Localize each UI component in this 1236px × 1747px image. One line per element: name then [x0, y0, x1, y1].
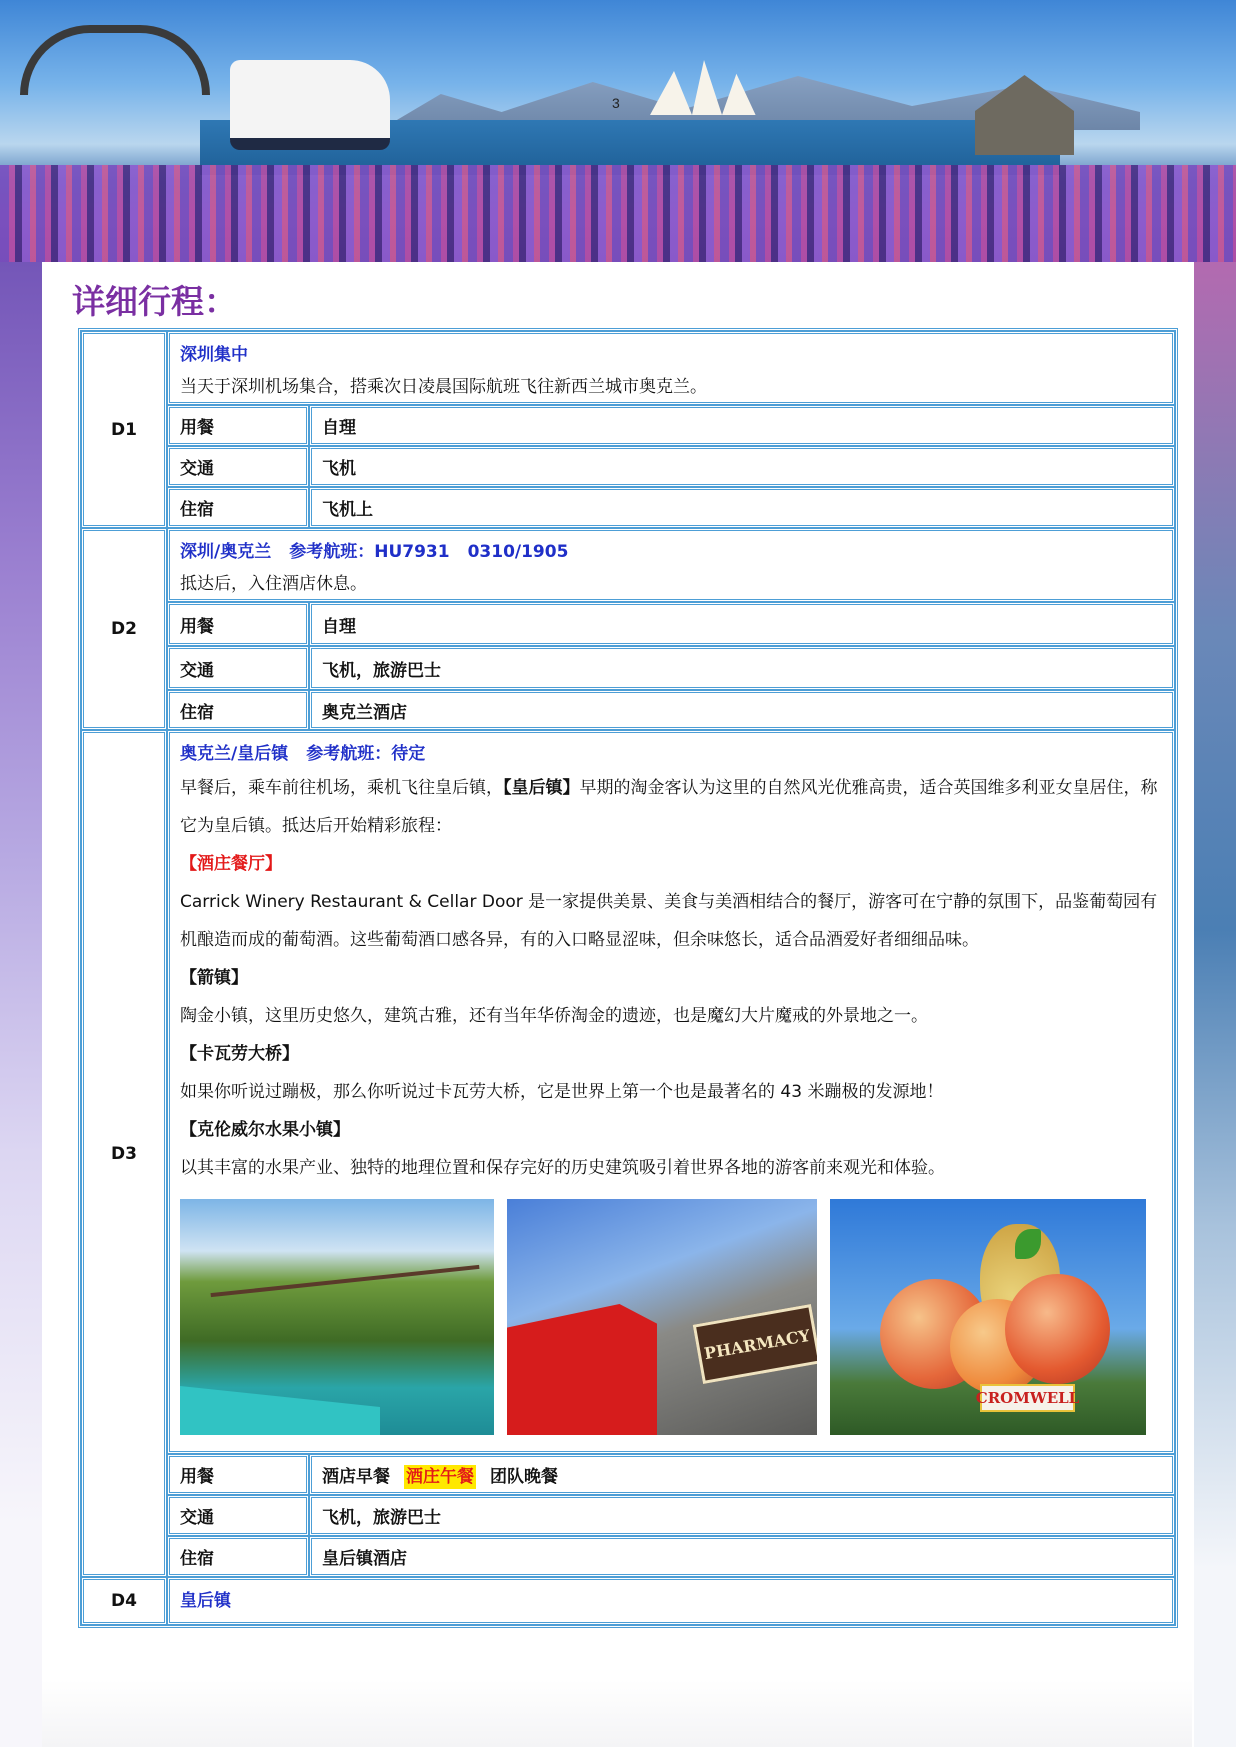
day-summary: [167, 730, 1175, 1454]
section-title: 详细行程：: [72, 282, 237, 321]
meals-label: 用餐: [167, 602, 309, 646]
day-row: [81, 730, 1175, 1454]
pharmacy-sign: PHARMACY: [693, 1304, 817, 1384]
meal-dinner: 团队晚餐: [490, 1467, 558, 1487]
day-label: D1: [81, 331, 167, 528]
page-number: 3: [612, 95, 620, 111]
winery-text: Carrick Winery Restaurant & Cellar Door 是一家提供美景、美食与美酒相结合的餐厅，游客可在宁静的氛围下，品鉴葡萄园有机酿造而成的葡萄酒。这些葡萄酒口感各异，有的入口略显涩味，但余味悠长，适合品酒爱好者细细品味。: [180, 892, 1158, 950]
transport-row: [81, 446, 1175, 487]
queenstown-highlight: 【皇后镇】: [503, 778, 580, 798]
route-title: [180, 537, 1162, 567]
cromwell-heading: 【克伦威尔水果小镇】: [180, 1120, 350, 1140]
intro-text: 早餐后，乘车前往机场，乘机飞往皇后镇，: [180, 778, 503, 798]
meal-lunch-highlight: 酒庄午餐: [406, 1467, 474, 1487]
meals-row: [81, 602, 1175, 646]
kawarau-bridge-photo: [180, 1199, 494, 1435]
flight-time: 0310/1905: [467, 542, 569, 562]
day-summary: [167, 1577, 1175, 1625]
hotel-label: 住宿: [167, 1536, 309, 1577]
header-banner-image: [0, 0, 1236, 262]
transport-value: 飞机，旅游巴士: [309, 1495, 1175, 1536]
hotel-label: 住宿: [167, 690, 309, 730]
meals-row: [81, 405, 1175, 446]
transport-row: [81, 1495, 1175, 1536]
kawarau-bridge-text: 如果你听说过蹦极，那么你听说过卡瓦劳大桥，它是世界上第一个也是最著名的 43 米蹦极的发源地！: [180, 1082, 944, 1102]
flight-label: 参考航班：待定: [306, 744, 426, 764]
route-title: 皇后镇: [180, 1591, 231, 1611]
meals-value: [309, 1454, 1175, 1495]
hotel-row: [81, 690, 1175, 730]
hotel-value: 飞机上: [309, 487, 1175, 528]
transport-label: 交通: [167, 446, 309, 487]
meals-value: 自理: [309, 602, 1175, 646]
phone-booth-graphic: [507, 1304, 657, 1435]
transport-value: 飞机，旅游巴士: [309, 646, 1175, 690]
arrowtown-photo: [507, 1199, 817, 1435]
day-description: 抵达后，入住酒店休息。: [180, 574, 367, 594]
day-label: D2: [81, 528, 167, 730]
cromwell-sign: CROMWELL: [980, 1384, 1075, 1412]
meals-label: 用餐: [167, 405, 309, 446]
transport-value: 飞机: [309, 446, 1175, 487]
hotel-value: 奥克兰酒店: [309, 690, 1175, 730]
cruise-ship-graphic: [230, 60, 390, 150]
route-title: 深圳集中: [180, 345, 248, 365]
right-decor-strip: [1194, 262, 1236, 1747]
day-label: D3: [81, 730, 167, 1577]
lupin-field-graphic: [0, 165, 1236, 262]
cromwell-fruit-photo: [830, 1199, 1146, 1435]
route-name: 奥克兰/皇后镇: [180, 744, 289, 764]
day-summary: [167, 528, 1175, 602]
day-description: 当天于深圳机场集合，搭乘次日凌晨国际航班飞往新西兰城市奥克兰。: [180, 377, 707, 397]
meals-label: 用餐: [167, 1454, 309, 1495]
arrowtown-heading: 【箭镇】: [180, 968, 248, 988]
intro-text-continued: 早期的淘金客认为这里的自然风光优雅高贵，适合英国维多利亚女皇居住，称它为皇后镇。抵达后开始精彩旅程：: [180, 778, 1158, 836]
winery-heading: 【酒庄餐厅】: [180, 854, 282, 874]
hotel-row: [81, 1536, 1175, 1577]
day-label: D4: [81, 1577, 167, 1625]
footer-shade: [42, 1680, 1192, 1747]
left-decor-strip: [0, 262, 42, 1747]
itinerary-table: [78, 328, 1178, 1628]
cromwell-text: 以其丰富的水果产业、独特的地理位置和保存完好的历史建筑吸引着世界各地的游客前来观光和体验。: [180, 1158, 945, 1178]
flight-label: 参考航班：HU7931: [289, 542, 450, 562]
hotel-value: 皇后镇酒店: [309, 1536, 1175, 1577]
itinerary-card: [42, 262, 1192, 1747]
transport-label: 交通: [167, 1495, 309, 1536]
transport-row: [81, 646, 1175, 690]
transport-label: 交通: [167, 646, 309, 690]
day-row: [81, 528, 1175, 602]
day-summary: [167, 331, 1175, 405]
meals-value: 自理: [309, 405, 1175, 446]
harbour-bridge-graphic: [20, 25, 210, 95]
day-row: [81, 331, 1175, 405]
arrowtown-text: 陶金小镇，这里历史悠久，建筑古雅，还有当年华侨淘金的遗迹，也是魔幻大片魔戒的外景地之一。: [180, 1006, 928, 1026]
hotel-label: 住宿: [167, 487, 309, 528]
kawarau-bridge-heading: 【卡瓦劳大桥】: [180, 1044, 299, 1064]
day-row: [81, 1577, 1175, 1625]
day-intro: [180, 769, 1162, 845]
photo-strip: [180, 1199, 1162, 1435]
route-name: 深圳/奥克兰: [180, 542, 272, 562]
stone-church-graphic: [975, 75, 1085, 155]
meals-row: [81, 1454, 1175, 1495]
route-title: [180, 739, 1162, 769]
meal-breakfast: 酒店早餐: [322, 1467, 390, 1487]
hotel-row: [81, 487, 1175, 528]
